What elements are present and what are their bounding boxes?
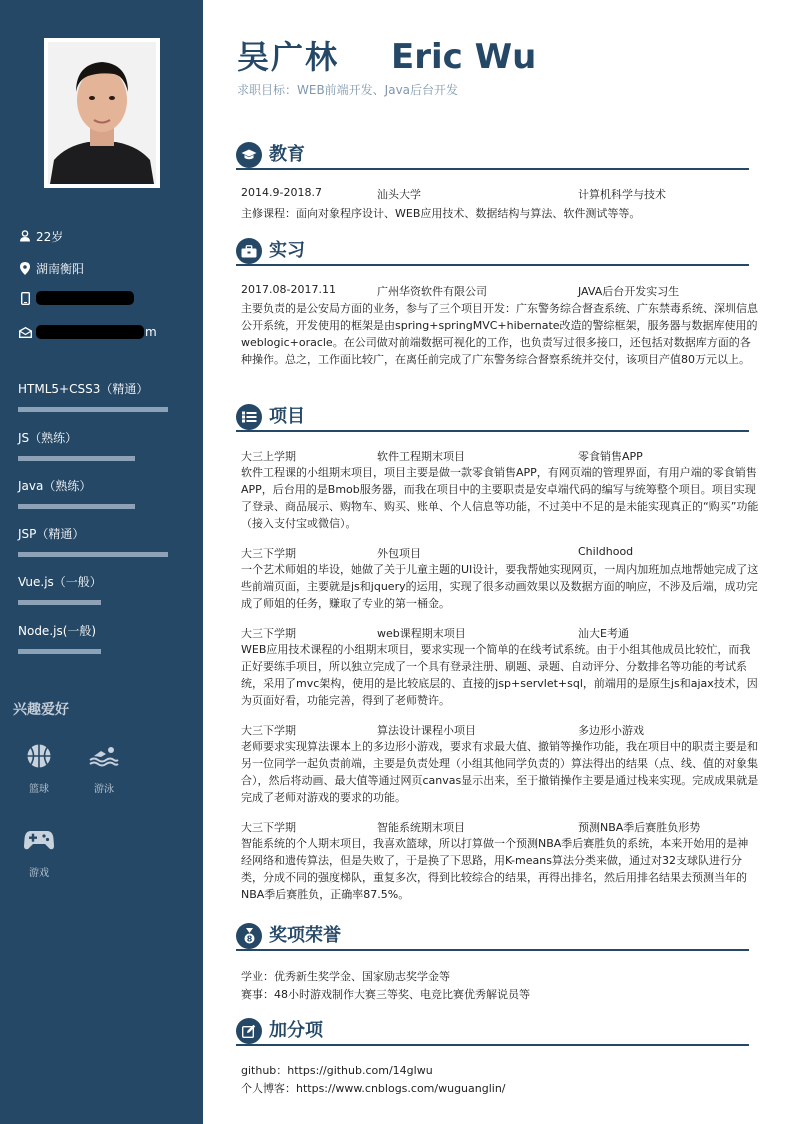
- internship-date: 2017.08-2017.11: [241, 283, 336, 296]
- internship-role: JAVA后台开发实习生: [578, 285, 680, 298]
- redacted-email: [36, 325, 144, 339]
- project-term: 大三下学期: [241, 821, 296, 834]
- map-pin-icon: [18, 261, 32, 275]
- skill-level-bar: [18, 552, 168, 557]
- name-english: Eric Wu: [391, 37, 537, 77]
- skill-item: [18, 430, 135, 461]
- hobby-label-gaming: 游戏: [29, 868, 49, 879]
- location-text: 湖南衡阳: [36, 261, 85, 276]
- list-icon: [236, 404, 262, 430]
- hobby-basketball: [14, 742, 64, 795]
- project-entry-header: [241, 545, 751, 559]
- education-date: 2014.9-2018.7: [241, 186, 322, 199]
- briefcase-icon: [236, 238, 262, 264]
- skill-level-bar: [18, 456, 135, 461]
- internship-description: 主要负责的是公安局方面的业务，参与了三个项目开发：广东警务综合督查系统、广东禁毒系统、深圳信息公开系统，开发使用的框架是由spring+springMVC+hibernate改造的警综框架，服务器与数据库使用的weblogic+oracle。在公司做对前端数据可视化的工作，也负责写过很多接口，还包括对数据库方面的各种操作。总之，工作面比较广，在离任前完成了广东警务综合督察系统并交付，该项目产值80万元以上。: [241, 302, 758, 366]
- project-term: 大三上学期: [241, 450, 296, 463]
- skill-label: JS（熟练）: [18, 431, 78, 445]
- skill-label: Java（熟练）: [18, 479, 92, 493]
- skill-level-bar: [18, 407, 168, 412]
- project-name: 汕大E考通: [578, 627, 629, 640]
- section-title: 加分项: [269, 1020, 323, 1041]
- internship-company: 广州华资软件有限公司: [377, 285, 487, 298]
- skill-level-bar: [18, 649, 101, 654]
- section-title: 实习: [269, 240, 305, 261]
- project-description: 一个艺术师姐的毕设，她做了关于儿童主题的UI设计，要我帮她实现网页，一周内加班加点地帮她完成了这些前端页面，主要就是js和jquery的运用，实现了很多动画效果以及数据方面的响应，不涉及后端，成功完成了师姐的任务，赚取了专业的第一桶金。: [241, 563, 759, 610]
- envelope-icon: [18, 325, 32, 339]
- graduation-cap-icon: [236, 142, 262, 168]
- redacted-phone: [36, 291, 134, 305]
- sidebar: [0, 0, 203, 1124]
- project-entry-header: [241, 448, 751, 462]
- hobby-title: 兴趣爱好: [13, 702, 69, 718]
- skill-label: HTML5+CSS3（精通）: [18, 382, 149, 396]
- education-school: 汕头大学: [377, 188, 421, 201]
- project-description: 老师要求实现算法课本上的多边形小游戏，要求有求最大值、撤销等操作功能，我在项目中的职责主要是和另一位同学一起负责前端，主要是负责处理（小组其他同学负责的）算法得出的结果（点、线、值的对象集合），然后将动画、最大值等通过网页canvas显示出来，至于撤销操作主要是通过栈来实现。完成成果就是完成了老师对游戏的要求的功能。: [241, 740, 759, 804]
- profile-photo: [44, 38, 160, 188]
- section-projects-header: [236, 404, 749, 432]
- gamepad-icon: [24, 826, 54, 854]
- education-major: 计算机科学与技术: [578, 188, 666, 201]
- basketball-icon: [24, 742, 54, 770]
- svg-text:8: 8: [246, 934, 252, 944]
- section-education-header: [236, 142, 749, 170]
- age-row: [18, 227, 63, 245]
- project-description: 智能系统的个人期末项目，我喜欢篮球，所以打算做一个预测NBA季后赛胜负的系统，本来开始用的是神经网络和遗传算法，但是失败了，于是换了下思路，用K-means算法分类来做，通过对32支球队进行分类，分成不同的强度梯队，重复多次，得到比较综合的结果，再得出排名，然后用排名结果去预测当年的NBA季后赛胜负，正确率87.5%。: [241, 837, 749, 901]
- project-type: 算法设计课程小项目: [377, 724, 476, 737]
- internship-entry: [241, 283, 751, 297]
- skill-level-bar: [18, 600, 101, 605]
- project-entry-header: [241, 722, 751, 736]
- project-term: 大三下学期: [241, 724, 296, 737]
- project-term: 大三下学期: [241, 547, 296, 560]
- project-type: 外包项目: [377, 547, 421, 560]
- project-name: 多边形小游戏: [578, 724, 644, 737]
- project-term: 大三下学期: [241, 627, 296, 640]
- name-heading: [237, 32, 536, 78]
- skill-label: Node.js(一般): [18, 624, 97, 638]
- age-text: 22岁: [36, 229, 64, 244]
- project-type: web课程期末项目: [377, 627, 466, 640]
- awards-contest: 赛事：48小时游戏制作大赛三等奖、电竞比赛优秀解说员等: [241, 988, 530, 1001]
- education-entry: [241, 186, 751, 200]
- skill-item: [18, 623, 101, 654]
- skill-item: [18, 381, 168, 412]
- section-awards-header: [236, 923, 749, 951]
- project-entry-header: [241, 819, 751, 833]
- skill-item: [18, 526, 168, 557]
- skill-label: Vue.js（一般）: [18, 575, 102, 589]
- section-title: 教育: [269, 144, 305, 165]
- project-name: 零食销售APP: [578, 450, 643, 463]
- section-extras-header: [236, 1018, 749, 1046]
- project-name: Childhood: [578, 545, 634, 558]
- section-title: 奖项荣誉: [269, 925, 341, 946]
- blog-link[interactable]: 个人博客：https://www.cnblogs.com/wuguanglin/: [241, 1082, 506, 1095]
- user-icon: [18, 229, 32, 243]
- hobby-label-swimming: 游泳: [94, 784, 114, 795]
- skill-level-bar: [18, 504, 135, 509]
- github-link[interactable]: github：https://github.com/14glwu: [241, 1064, 433, 1077]
- project-description: 软件工程课的小组期末项目，项目主要是做一款零食销售APP，有网页端的管理界面，有用户端的零食销售APP，后台用的是Bmob服务器，而我在项目中的主要职责是安卓端代码的编写与统筹整个项目。项目实现了登录、商品展示、购物车、购买、账单、个人信息等功能，不过美中不足的是未能实现真正的“购买”功能（接入支付宝或微信）。: [241, 466, 759, 530]
- section-title: 项目: [269, 406, 305, 427]
- section-internship-header: [236, 238, 749, 266]
- project-entry-header: [241, 625, 751, 639]
- project-type: 智能系统期末项目: [377, 821, 465, 834]
- skill-item: [18, 574, 102, 605]
- phone-icon: [18, 291, 32, 305]
- edit-icon: [236, 1018, 262, 1044]
- hobby-gaming: [14, 826, 64, 879]
- project-name: 预测NBA季后赛胜负形势: [578, 821, 701, 834]
- hobby-label-basketball: 篮球: [29, 784, 49, 795]
- job-objective: 求职目标：WEB前端开发、Java后台开发: [237, 83, 459, 97]
- project-type: 软件工程期末项目: [377, 450, 465, 463]
- location-row: [18, 259, 84, 277]
- name-chinese: 吴广林: [237, 38, 340, 76]
- project-description: WEB应用技术课程的小组期末项目，要求实现一个简单的在线考试系统。由于小组其他成员比较忙，而我正好要练手项目，所以独立完成了一个具有登录注册、刷题、录题、自动评分、分数排名等功能的考试系统，采用了mvc架构，使用的是比较底层的、直接的jsp+servlet+sql，前端用的是原生js和ajax技术，因为页面好看，功能完善，得到了老师赞许。: [241, 643, 758, 707]
- email-tail: m: [145, 325, 157, 339]
- swimming-icon: [89, 742, 119, 770]
- awards-study: 学业：优秀新生奖学金、国家励志奖学金等: [241, 970, 450, 983]
- phone-row: [18, 289, 134, 307]
- education-courses: 主修课程：面向对象程序设计、WEB应用技术、数据结构与算法、软件测试等等。: [241, 207, 641, 220]
- skill-item: [18, 478, 135, 509]
- email-row: [18, 323, 157, 341]
- medal-icon: [236, 923, 262, 949]
- hobby-swimming: [79, 742, 129, 795]
- skill-label: JSP（精通）: [18, 527, 85, 541]
